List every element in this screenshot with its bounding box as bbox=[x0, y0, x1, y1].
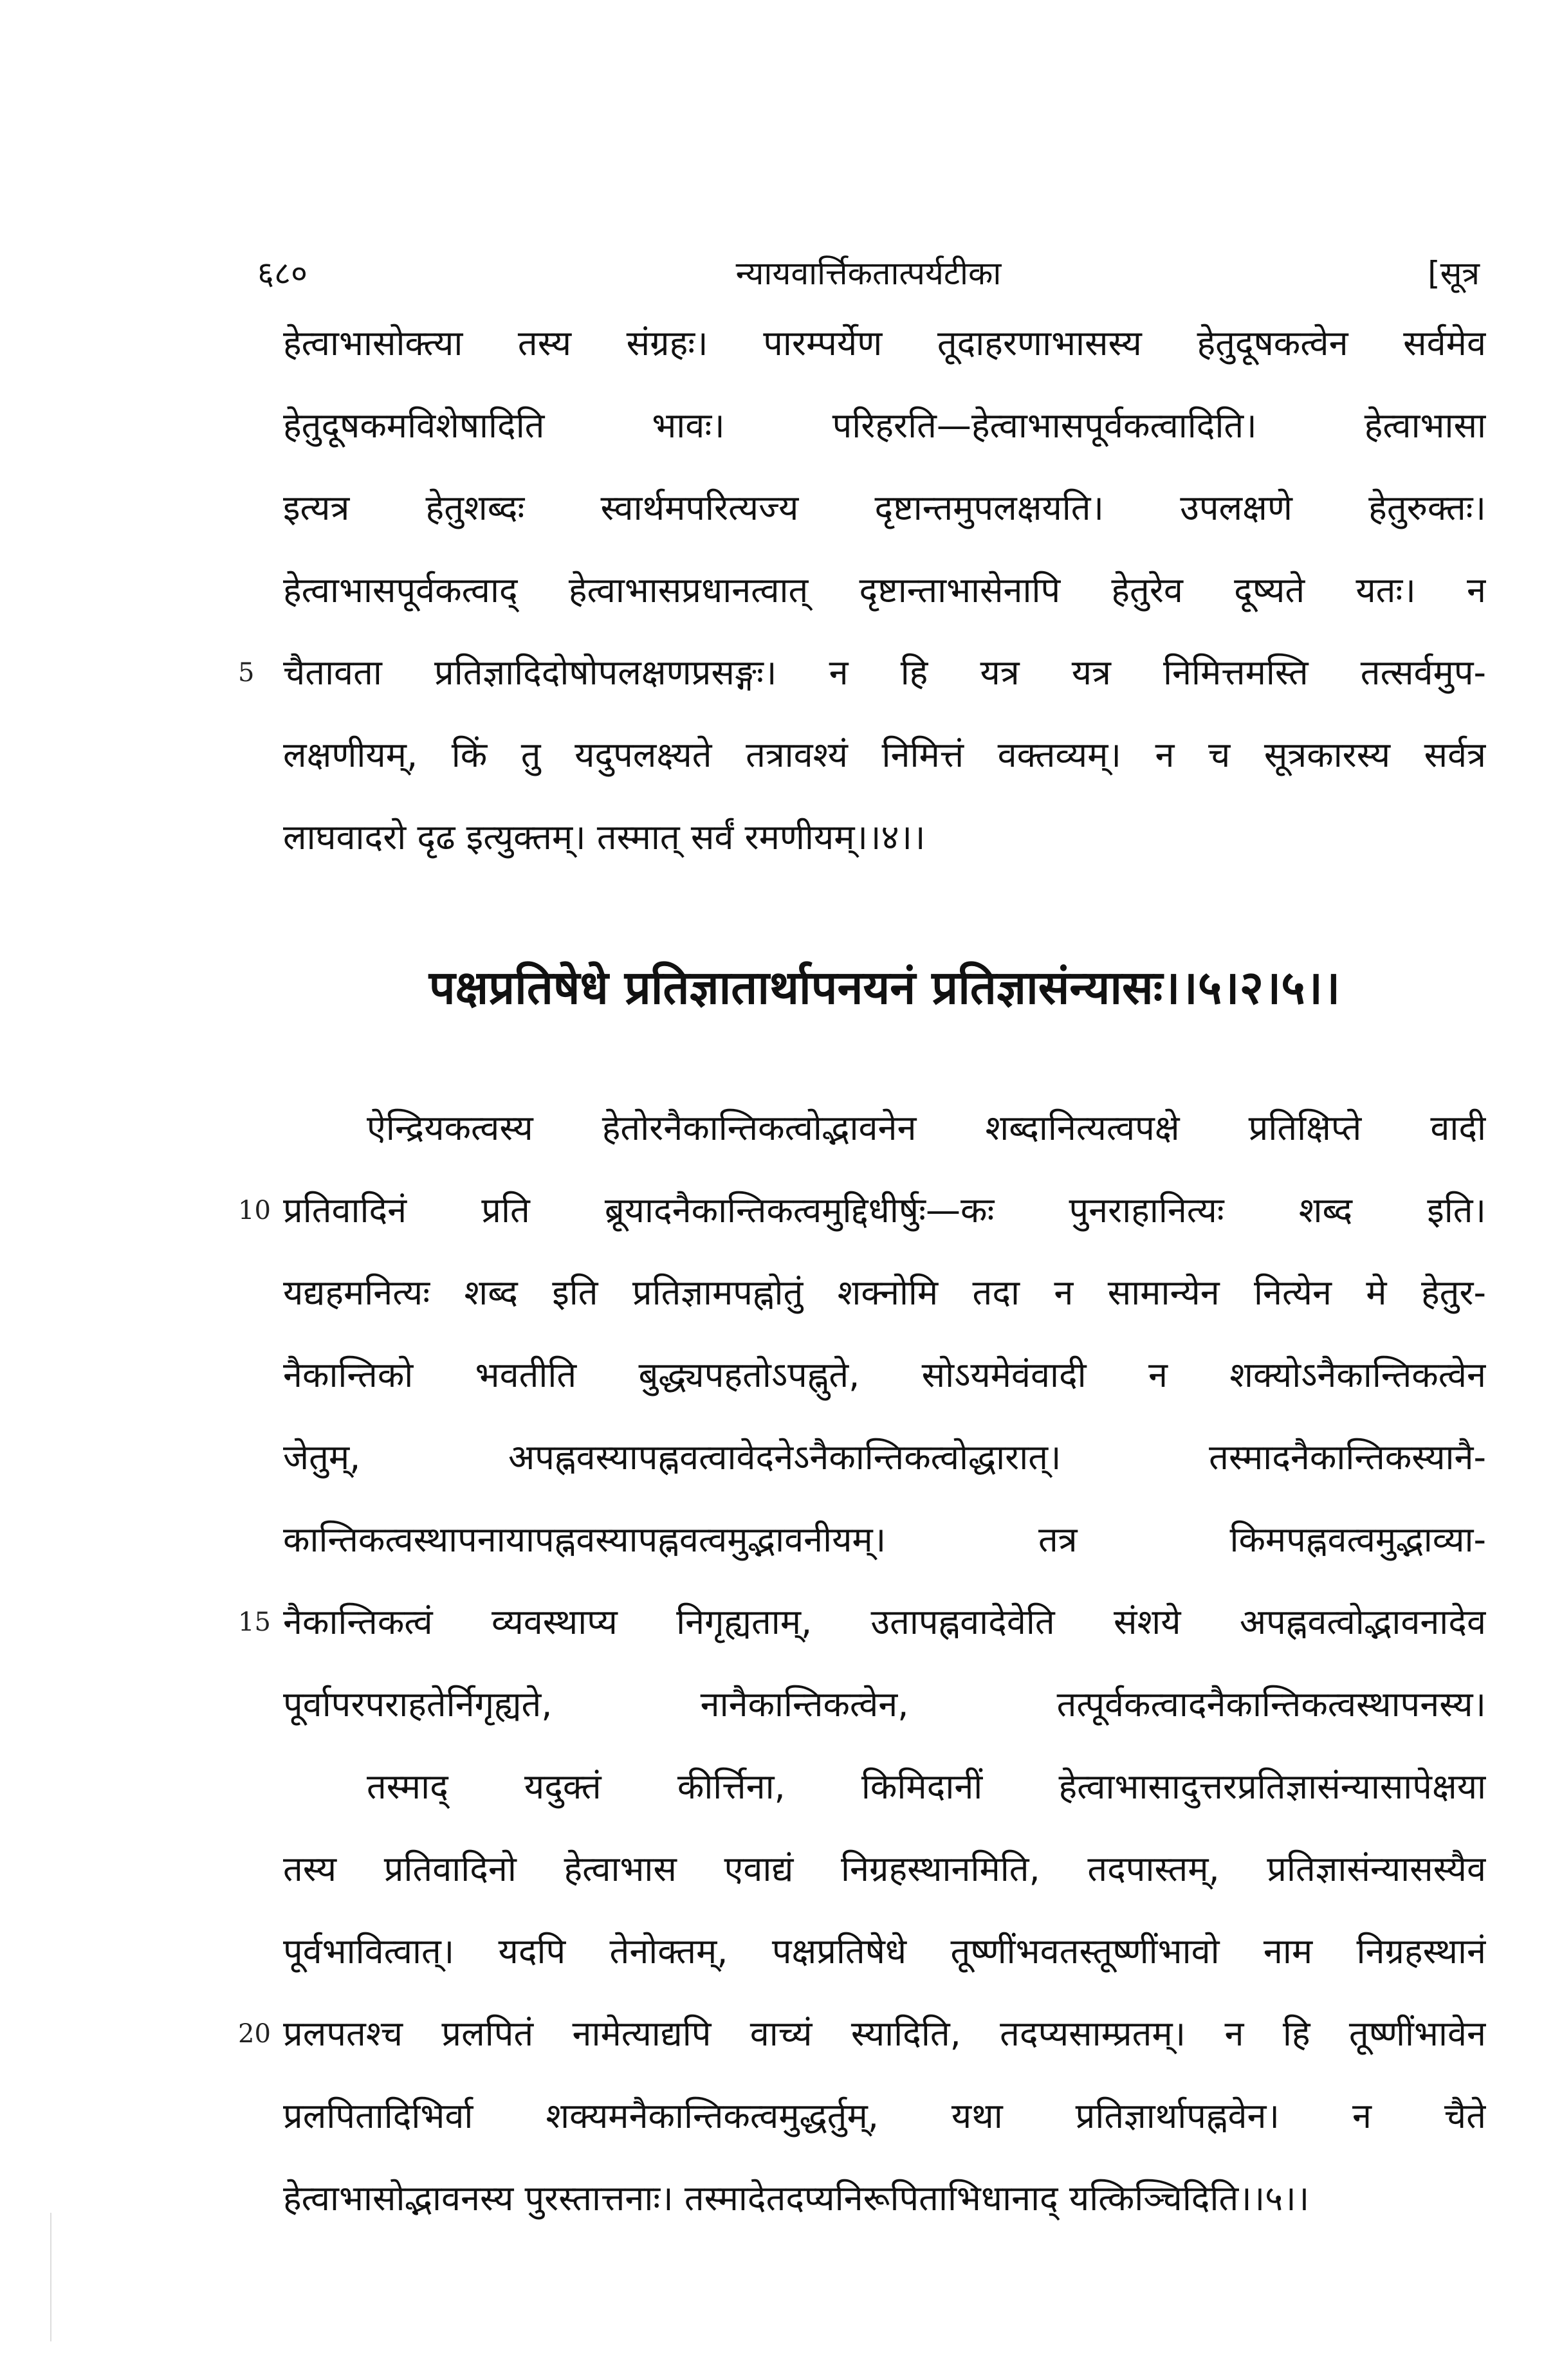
line-number: 20 bbox=[238, 2019, 271, 2049]
text-line: कान्तिकत्वस्थापनायापह्नवस्यापह्नवत्वमुद्भावनीयम्। तत्र किमपह्नवत्वमुद्भाव्या- bbox=[283, 1519, 1486, 1560]
text-line: हेत्वाभासोक्त्या तस्य संग्रहः। पारम्पर्येण तूदाहरणाभासस्य हेतुदूषकत्वेन सर्वमेव bbox=[283, 323, 1486, 363]
text-line: लाघवादरो दृढ इत्युक्तम्। तस्मात् सर्वं रमणीयम्।।४।। bbox=[283, 817, 926, 857]
running-head bbox=[257, 248, 1480, 299]
commentary-block-2 bbox=[238, 1087, 1486, 2240]
sutra-heading: पक्षप्रतिषेधे प्रतिज्ञातार्थापनयनं प्रतिज्ञासंन्यासः।।५।२।५।। bbox=[428, 960, 1341, 1014]
line-number: 5 bbox=[238, 658, 255, 688]
text-line: 10 प्रतिवादिनं प्रति ब्रूयादनैकान्तिकत्वमुद्दिधीर्षुः—कः पुनराहानित्यः शब्द इति। bbox=[283, 1169, 1486, 1252]
page-number: ६८० bbox=[257, 255, 308, 292]
text-line: 20 प्रलपतश्च प्रलपितं नामेत्याद्यपि वाच्यं स्यादिति, तदप्यसाम्प्रतम्। न हि तूष्णींभावेन bbox=[283, 1993, 1486, 2075]
text-line: हेत्वाभासोद्भावनस्य पुरस्तात्तनाः। तस्मादेतदप्यनिरूपिताभिधानाद् यत्किञ्चिदिति।।५।। bbox=[283, 2178, 1310, 2219]
text-line: इत्यत्र हेतुशब्दः स्वार्थमपरित्यज्य दृष्टान्तमुपलक्षयति। उपलक्षणे हेतुरुक्तः। bbox=[283, 488, 1486, 528]
text-line: 15 नैकान्तिकत्वं व्यवस्थाप्य निगृह्यताम्, उतापह्नवादेवेति संशये अपह्नवत्वोद्भावनादेव bbox=[283, 1581, 1486, 1663]
text-line: ऐन्द्रियकत्वस्य हेतोरनैकान्तिकत्वोद्भावनेन शब्दानित्यत्वपक्षे प्रतिक्षिप्ते वादी bbox=[367, 1108, 1486, 1148]
text-line: पूर्वापरपराहतेर्निगृह्यते, नानैकान्तिकत्वेन, तत्पूर्वकत्वादनैकान्तिकत्वस्थापनस्य। bbox=[283, 1684, 1486, 1725]
text-line: जेतुम्, अपह्नवस्यापह्नवत्वावेदनेऽनैकान्तिकत्वोद्धारात्। तस्मादनैकान्तिकस्यानै- bbox=[283, 1437, 1486, 1478]
text-line: तस्माद् यदुक्तं कीर्त्तिना, किमिदानीं हेत्वाभासादुत्तरप्रतिज्ञासंन्यासापेक्षया bbox=[367, 1766, 1486, 1807]
text-line: यद्यहमनित्यः शब्द इति प्रतिज्ञामपह्नोतुं शक्नोमि तदा न सामान्येन नित्येन मे हेतुर- bbox=[283, 1272, 1486, 1313]
commentary-block-1 bbox=[238, 302, 1486, 879]
running-title: न्यायवार्त्तिकतात्पर्यटीका bbox=[735, 255, 1002, 292]
line-number: 10 bbox=[238, 1196, 271, 1225]
text-line: तस्य प्रतिवादिनो हेत्वाभास एवाद्यं निग्रहस्थानमिति, तदपास्तम्, प्रतिज्ञासंन्यासस्यैव bbox=[283, 1849, 1486, 1889]
scan-margin-mark bbox=[50, 2213, 51, 2341]
text-line: पूर्वभावित्वात्। यदपि तेनोक्तम्, पक्षप्रतिषेधे तूष्णींभवतस्तूष्णींभावो नाम निग्रहस्थानं bbox=[283, 1931, 1486, 1972]
text-line: नैकान्तिको भवतीति बुद्ध्यपहतोऽपह्नुते, सोऽयमेवंवादी न शक्योऽनैकान्तिकत्वेन bbox=[283, 1355, 1486, 1395]
text-line: हेतुदूषकमविशेषादिति भावः। परिहरति—हेत्वाभासपूर्वकत्वादिति। हेत्वाभासा bbox=[283, 405, 1486, 446]
line-number: 15 bbox=[238, 1607, 271, 1637]
text-line: 5 चैतावता प्रतिज्ञादिदोषोपलक्षणप्रसङ्गः। न हि यत्र यत्र निमित्तमस्ति तत्सर्वमुप- bbox=[283, 632, 1486, 714]
text-line: हेत्वाभासपूर्वकत्वाद् हेत्वाभासप्रधानत्वात् दृष्टान्ताभासेनापि हेतुरेव दूष्यते यतः। न bbox=[283, 570, 1486, 610]
section-marker: [सूत्र bbox=[1428, 255, 1480, 292]
text-line: प्रलपितादिभिर्वा शक्यमनैकान्तिकत्वमुद्धर्तुम्, यथा प्रतिज्ञार्थापह्नवेन। न चैते bbox=[283, 2096, 1486, 2136]
text-line: लक्षणीयम्, किं तु यदुपलक्ष्यते तत्रावश्यं निमित्तं वक्तव्यम्। न च सूत्रकारस्य सर्वत्र bbox=[283, 735, 1486, 775]
